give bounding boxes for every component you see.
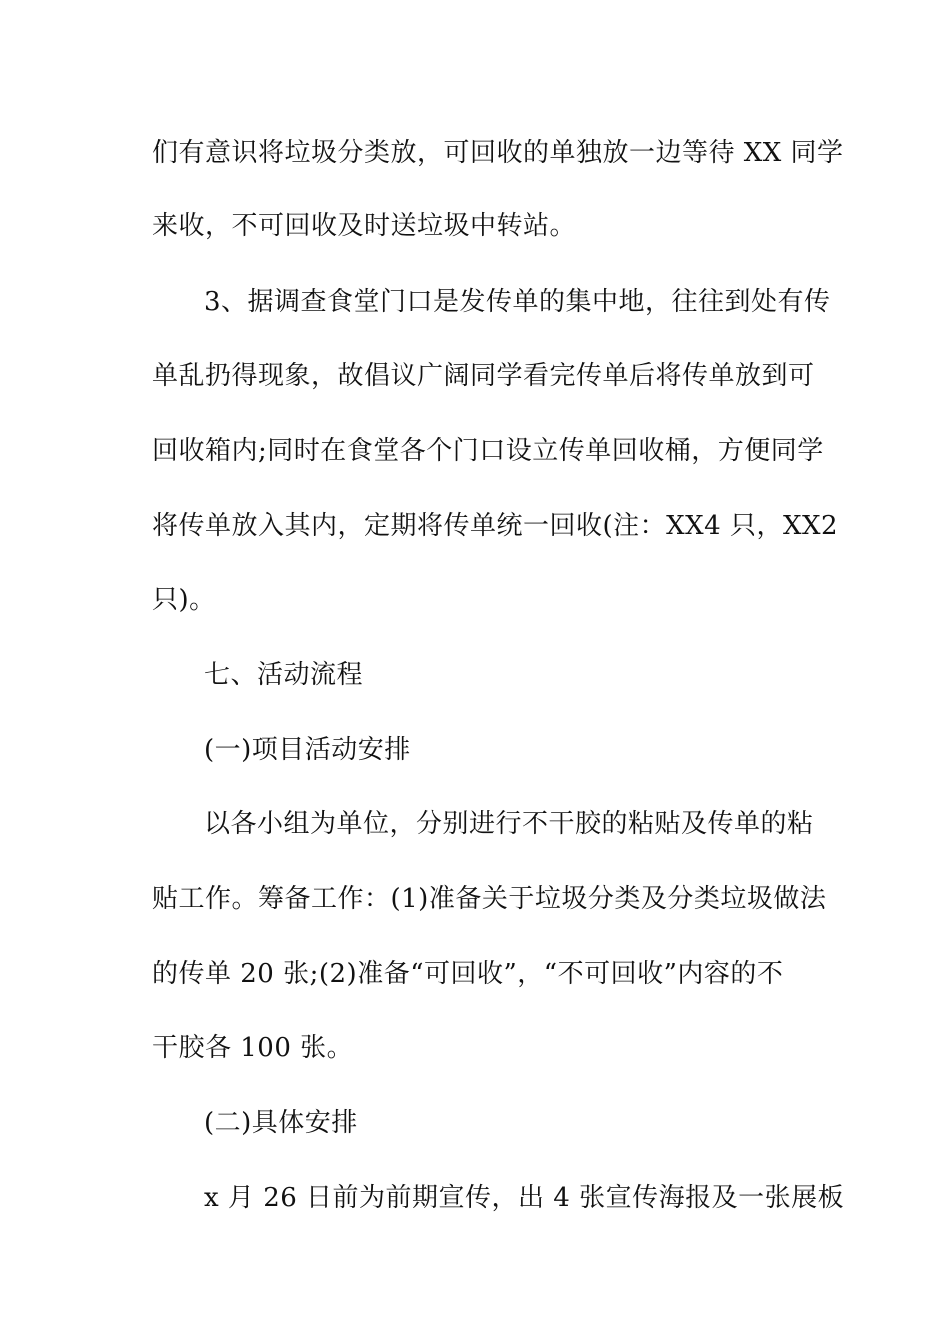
paragraph-start: 3、据调查食堂门口是发传单的集中地，往往到处有传 xyxy=(204,287,831,317)
paragraph-start: x 月 26 日前为前期宣传，出 4 张宣传海报及一张展板 xyxy=(204,1183,845,1213)
text-line: 贴工作。筹备工作：(1)准备关于垃圾分类及分类垃圾做法 xyxy=(152,884,827,914)
text-line: 只)。 xyxy=(152,585,216,615)
section-heading: 七、活动流程 xyxy=(204,660,364,690)
paragraph-start: 以各小组为单位，分别进行不干胶的粘贴及传单的粘 xyxy=(204,809,814,839)
text-line: 干胶各 100 张。 xyxy=(152,1033,354,1063)
text-line: 的传单 20 张;(2)准备“可回收”，“不可回收”内容的不 xyxy=(152,959,784,989)
text-line: 们有意识将垃圾分类放，可回收的单独放一边等待 XX 同学 xyxy=(152,138,844,168)
subsection-heading: (二)具体安排 xyxy=(204,1108,358,1138)
text-line: 单乱扔得现象，故倡议广阔同学看完传单后将传单放到可 xyxy=(152,361,815,391)
subsection-heading: (一)项目活动安排 xyxy=(204,735,411,765)
text-line: 来收，不可回收及时送垃圾中转站。 xyxy=(152,211,577,241)
text-line: 回收箱内;同时在食堂各个门口设立传单回收桶，方便同学 xyxy=(152,436,824,466)
text-line: 将传单放入其内，定期将传单统一回收(注：XX4 只，XX2 xyxy=(152,511,839,541)
